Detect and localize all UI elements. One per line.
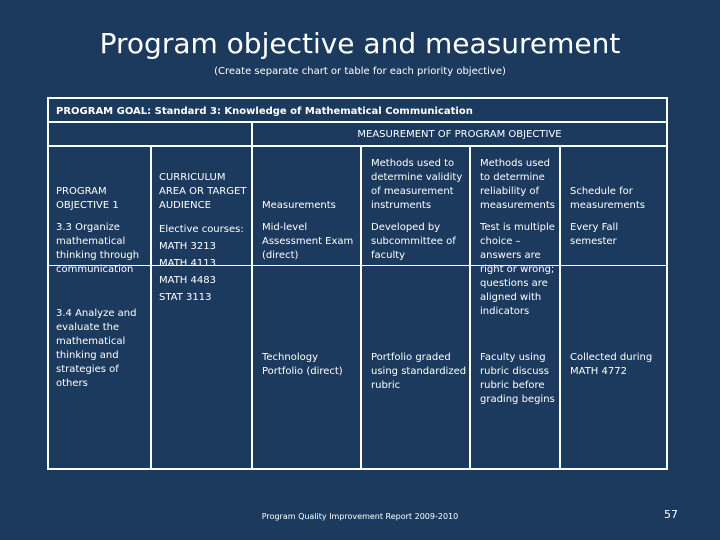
validity-row-2: Portfolio graded using standardized rubric [371, 352, 467, 391]
objective-table [47, 97, 668, 470]
report-footer: Program Quality Improvement Report 2009-2010 [261, 512, 459, 521]
page-number: 57 [664, 508, 678, 521]
slide-subtitle: (Create separate chart or table for each priority objective) [214, 66, 506, 77]
schedule-row-1: Every Fall semester [570, 222, 619, 247]
course-item: MATH 4483 [159, 275, 216, 286]
validity-row-1: Developed by subcommittee of faculty [371, 222, 456, 261]
slide-title: Program objective and measurement [99, 27, 621, 60]
reliability-row-1: Test is multiple choice – answers are right or wrong; questions are aligned with indicators [480, 222, 555, 317]
course-item: MATH 4113 [159, 258, 216, 269]
curriculum-cell [159, 221, 251, 306]
objective-3-4: 3.4 Analyze and evaluate the mathematical thinking and strategies of others [56, 308, 137, 389]
column-divider [251, 147, 253, 468]
course-item: STAT 3113 [159, 292, 212, 303]
header-program-objective: PROGRAM OBJECTIVE 1 [56, 186, 119, 211]
objective-3-3: 3.3 Organize mathematical thinking through communication [56, 222, 140, 275]
measurement-header-row [49, 123, 666, 147]
header-reliability-methods: Methods used to determine reliability of measurements [480, 158, 555, 211]
curriculum-label: Elective courses: [159, 224, 244, 235]
course-item: MATH 3213 [159, 241, 216, 252]
measurement-header-blank [49, 123, 251, 145]
column-divider [360, 147, 362, 468]
column-divider [150, 147, 152, 468]
measurement-header-label: MEASUREMENT OF PROGRAM OBJECTIVE [251, 123, 666, 145]
header-measurements: Measurements [262, 200, 336, 211]
schedule-row-2: Collected during MATH 4772 [570, 352, 653, 377]
header-validity-methods: Methods used to determine validity of measurement instruments [371, 158, 463, 211]
header-curriculum: CURRICULUM AREA OR TARGET AUDIENCE [159, 172, 247, 211]
reliability-row-2: Faculty using rubric discuss rubric before grading begins [480, 352, 555, 405]
measurement-mid-level-exam: Mid-level Assessment Exam (direct) [262, 222, 354, 261]
measurement-technology-portfolio: Technology Portfolio (direct) [262, 352, 343, 377]
column-divider [469, 147, 471, 468]
program-goal-row: PROGRAM GOAL: Standard 3: Knowledge of Mathematical Communication [49, 99, 666, 123]
header-schedule: Schedule for measurements [570, 186, 645, 211]
